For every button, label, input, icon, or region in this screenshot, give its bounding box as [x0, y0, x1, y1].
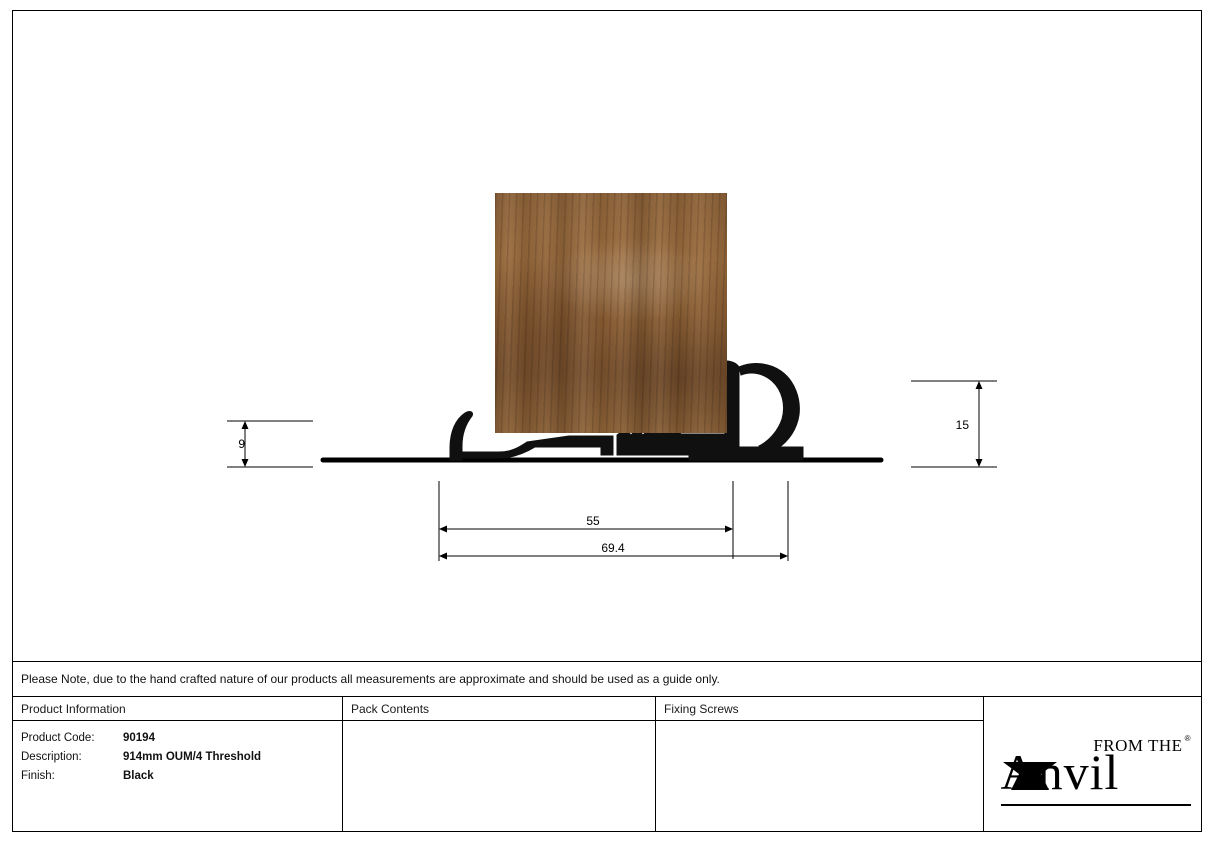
finish-value: Black: [123, 770, 154, 782]
logo-underline: [1001, 804, 1191, 806]
spec-row: [21, 729, 334, 748]
description-value: 914mm OUM/4 Threshold: [123, 751, 262, 763]
dim-height-right-label: 15: [955, 418, 969, 432]
product-code-label: Product Code:: [21, 732, 95, 744]
fixing-screws-list: [656, 721, 983, 729]
dim-height-right: [911, 381, 997, 467]
description-label: Description:: [21, 751, 82, 763]
flange-foot: [739, 447, 803, 460]
logo-from-the-text: FROM THE: [1093, 735, 1183, 755]
fixing-screws-column: [656, 697, 984, 832]
pack-contents-list: [343, 721, 655, 729]
wood-door-section: [495, 193, 727, 433]
info-table: [13, 697, 1201, 832]
pack-contents-header: Pack Contents: [343, 697, 655, 721]
dim-width-outer-label: 69.4: [601, 541, 625, 555]
product-code-value: 90194: [123, 732, 155, 744]
logo-anvil-text: Anvil: [1000, 743, 1120, 800]
dim-width-inner-label: 55: [586, 514, 600, 528]
dim-height-left-label: 9: [238, 437, 245, 451]
channel-divider: [601, 436, 613, 455]
technical-drawing: [13, 11, 1201, 661]
spec-row: [21, 767, 334, 786]
outer-weather-flange: [739, 364, 799, 455]
logo-registered-mark: ®: [1184, 733, 1191, 743]
product-information-header: Product Information: [13, 697, 342, 721]
measurement-note: Please Note, due to the hand crafted nature of our products all measurements are approximate and should be used as a guide only.: [21, 672, 720, 686]
product-information-list: [13, 721, 342, 786]
finish-label: Finish:: [21, 770, 55, 782]
note-row: [13, 661, 1201, 697]
brand-logo-column: [984, 697, 1201, 832]
brand-logo: [984, 697, 1201, 832]
pack-contents-column: [343, 697, 656, 832]
fixing-screws-header: Fixing Screws: [656, 697, 983, 721]
product-information-column: [13, 697, 343, 832]
spec-row: [21, 748, 334, 767]
